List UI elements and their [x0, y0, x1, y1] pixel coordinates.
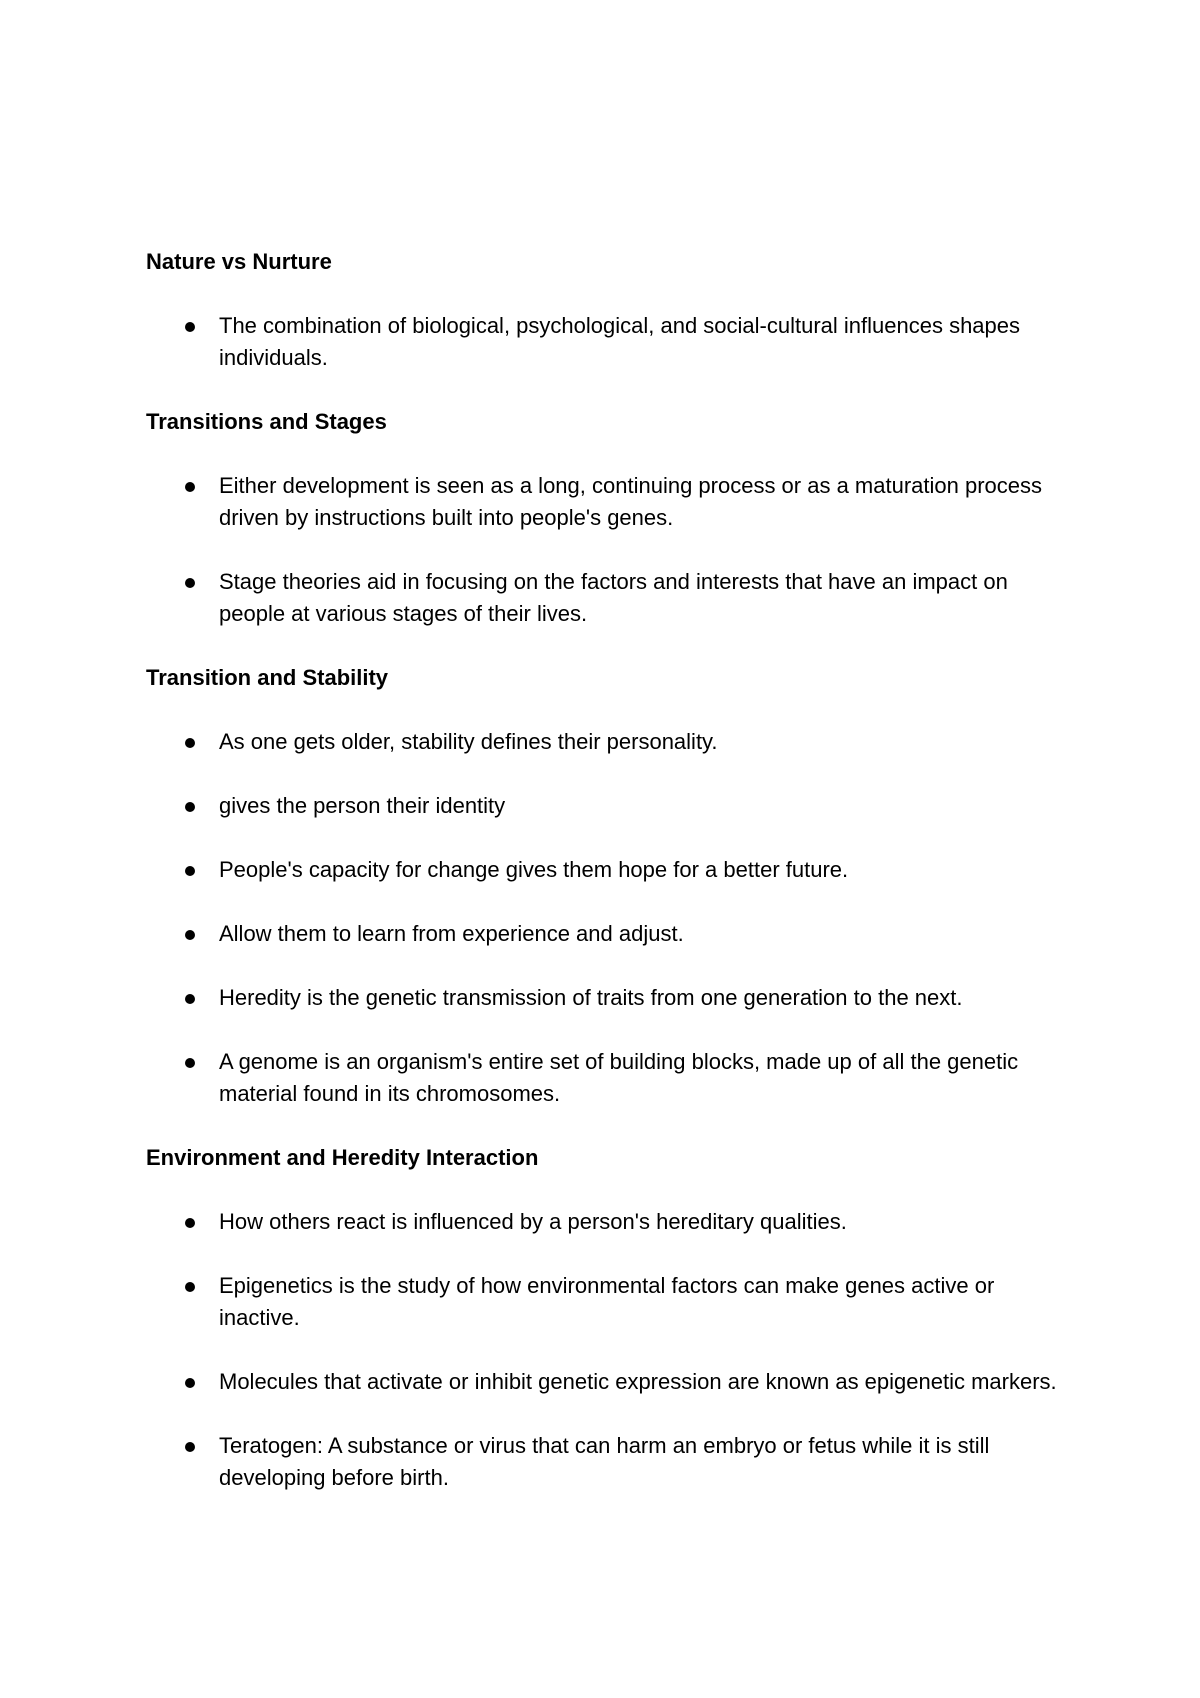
bullet-icon — [185, 1058, 195, 1068]
document-page — [146, 246, 1076, 1526]
list-item — [146, 1270, 1076, 1334]
list-item-text: Heredity is the genetic transmission of traits from one generation to the next. — [219, 985, 963, 1010]
list-item — [146, 982, 1076, 1014]
bullet-icon — [185, 930, 195, 940]
bullet-icon — [185, 802, 195, 812]
list-item-text: People's capacity for change gives them hope for a better future. — [219, 857, 849, 882]
section-transitions-and-stages — [146, 406, 1076, 630]
section-heading: Transition and Stability — [146, 665, 389, 690]
list-item — [146, 1046, 1076, 1110]
list-item-text: A genome is an organism's entire set of building blocks, made up of all the genetic material found in its chromosomes. — [219, 1049, 1019, 1106]
section-nature-vs-nurture — [146, 246, 1076, 374]
bullet-list — [146, 470, 1076, 630]
bullet-icon — [185, 1218, 195, 1228]
bullet-icon — [185, 1378, 195, 1388]
list-item — [146, 726, 1076, 758]
list-item — [146, 1206, 1076, 1238]
section-environment-and-heredity-interaction — [146, 1142, 1076, 1494]
bullet-list — [146, 310, 1076, 374]
list-item-text: Either development is seen as a long, continuing process or as a maturation process driven by instructions built into people's genes. — [219, 473, 1043, 530]
list-item-text: Stage theories aid in focusing on the factors and interests that have an impact on people at various stages of their lives. — [219, 569, 1008, 626]
list-item-text: Allow them to learn from experience and adjust. — [219, 921, 684, 946]
section-transition-and-stability — [146, 662, 1076, 1110]
bullet-icon — [185, 866, 195, 876]
list-item-text: Teratogen: A substance or virus that can harm an embryo or fetus while it is still developing before birth. — [219, 1433, 990, 1490]
section-heading: Transitions and Stages — [146, 409, 387, 434]
bullet-list — [146, 726, 1076, 1110]
bullet-icon — [185, 482, 195, 492]
list-item — [146, 310, 1076, 374]
list-item-text: How others react is influenced by a person's hereditary qualities. — [219, 1209, 847, 1234]
list-item-text: As one gets older, stability defines their personality. — [219, 729, 718, 754]
list-item — [146, 1430, 1076, 1494]
list-item — [146, 470, 1076, 534]
list-item-text: Epigenetics is the study of how environmental factors can make genes active or inactive. — [219, 1273, 995, 1330]
bullet-list — [146, 1206, 1076, 1494]
list-item — [146, 790, 1076, 822]
section-heading: Nature vs Nurture — [146, 249, 332, 274]
list-item — [146, 854, 1076, 886]
list-item-text: Molecules that activate or inhibit genetic expression are known as epigenetic markers. — [219, 1369, 1057, 1394]
bullet-icon — [185, 1442, 195, 1452]
section-heading: Environment and Heredity Interaction — [146, 1145, 539, 1170]
list-item — [146, 566, 1076, 630]
list-item — [146, 1366, 1076, 1398]
list-item — [146, 918, 1076, 950]
list-item-text: gives the person their identity — [219, 793, 506, 818]
bullet-icon — [185, 738, 195, 748]
bullet-icon — [185, 322, 195, 332]
bullet-icon — [185, 578, 195, 588]
bullet-icon — [185, 994, 195, 1004]
bullet-icon — [185, 1282, 195, 1292]
list-item-text: The combination of biological, psychological, and social-cultural influences shapes individuals. — [219, 313, 1021, 370]
